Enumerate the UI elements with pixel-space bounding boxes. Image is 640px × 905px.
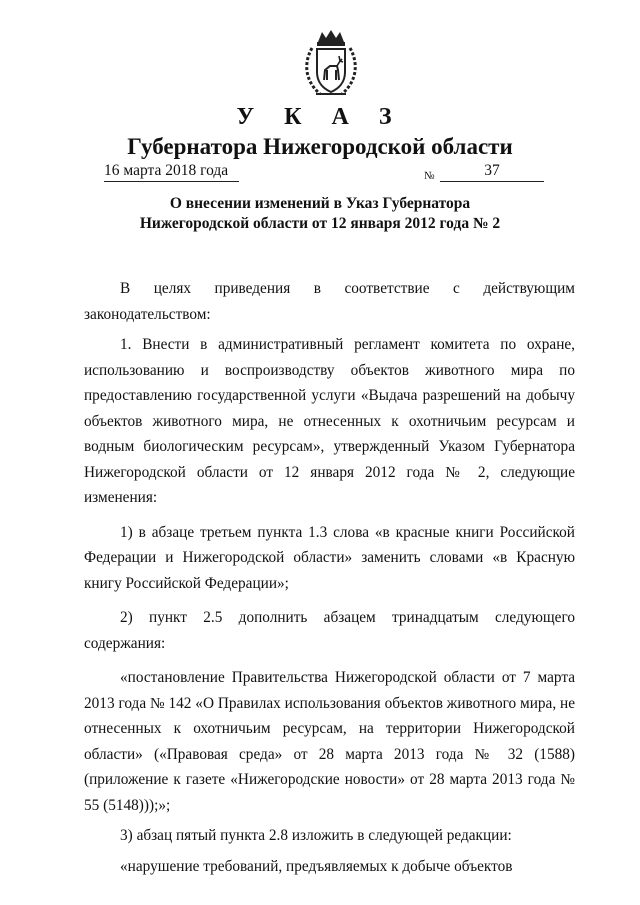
document-body: [84, 276, 575, 879]
quoted-paragraph-1: «постановление Правительства Нижегородской области от 7 марта 2013 года № 142 «О Правилах использования объектов животного мира, не отнесенных к охотничьим ресурсам, на территории Нижегородской области» («Правовая среда» от 28 марта 2013 года № 32 (1588) (приложение к газете «Нижегородские новости» от 28 марта 2013 года № 55 (5148)));»;: [84, 669, 575, 814]
paragraph-1-2: 2) пункт 2.5 дополнить абзацем тринадцатым следующего содержания:: [84, 609, 575, 652]
coat-of-arms-icon: [298, 28, 364, 100]
document-subject: О внесении изменений в Указ Губернатора Нижегородской области от 12 января 2012 года № 2: [139, 195, 501, 232]
paragraph-1: 1. Внести в административный регламент комитета по охране, использованию и воспроизводству объектов животного мира по предоставлению государственной услуги «Выдача разрешений на добычу объектов животного мира, не отнесенных к охотничьим ресурсам и водным биологическим ресурсам», утвержденный Указом Губернатора Нижегородской области от 12 января 2012 года № 2, следующие изменения:: [84, 336, 575, 506]
quoted-paragraph-2: «нарушение требований, предъявляемых к добыче объектов: [120, 857, 513, 875]
number-sign: №: [424, 170, 435, 182]
paragraph-1-1: 1) в абзаце третьем пункта 1.3 слова «в красные книги Российской Федерации и Нижегородской области» заменить словами «в Красную книгу Российской Федерации»;: [84, 523, 575, 592]
document-number: 37: [440, 162, 544, 182]
intro-paragraph: В целях приведения в соответствие с действующим законодательством:: [84, 280, 575, 323]
issuer-title: Губернатора Нижегородской области: [127, 134, 513, 159]
document-date: 16 марта 2018 года: [104, 162, 239, 182]
document-type-title: У К А З: [236, 104, 404, 130]
paragraph-1-3: 3) абзац пятый пункта 2.8 изложить в следующей редакции:: [120, 827, 512, 844]
